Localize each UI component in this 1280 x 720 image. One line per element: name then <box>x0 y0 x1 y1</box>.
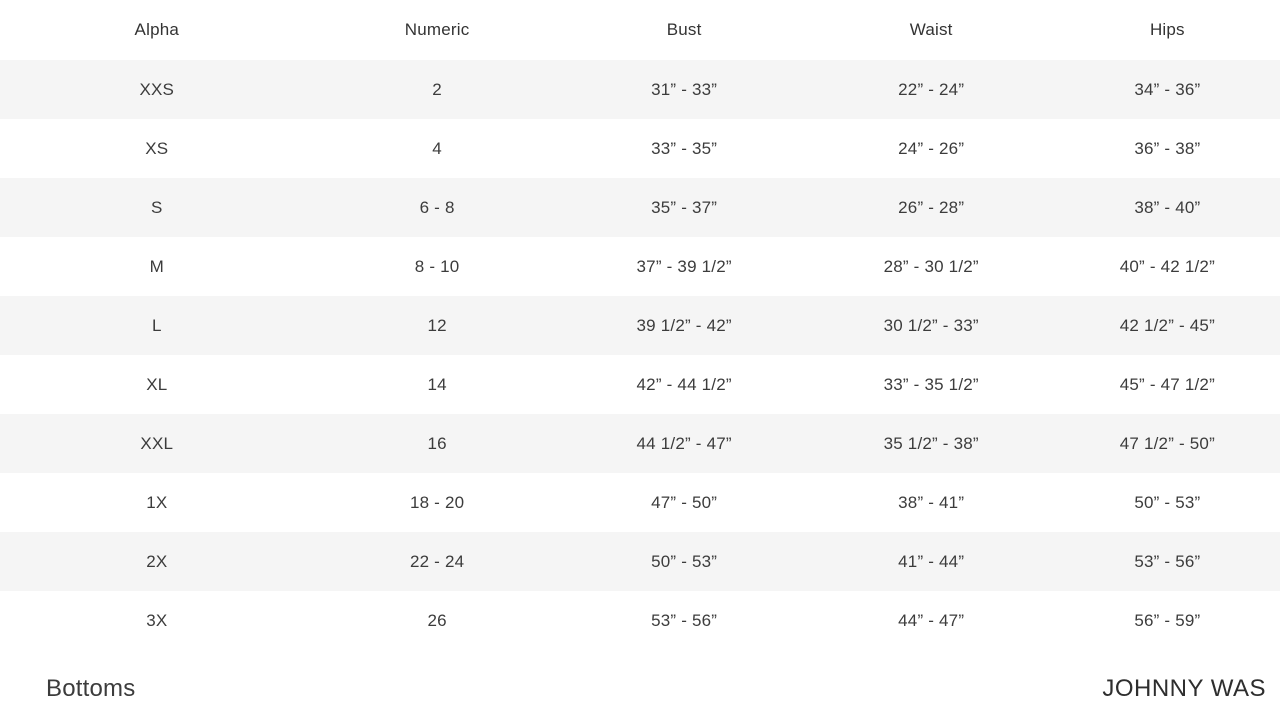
cell-waist: 33” - 35 1/2” <box>883 374 979 394</box>
cell-alpha: L <box>151 315 162 335</box>
cell-waist: 35 1/2” - 38” <box>883 433 979 453</box>
section-title-bottoms: Bottoms <box>46 675 136 702</box>
table-row <box>0 414 1280 473</box>
cell-bust: 35” - 37” <box>651 197 718 217</box>
cell-alpha: XL <box>146 374 168 394</box>
cell-hips: 45” - 47 1/2” <box>1119 374 1215 394</box>
cell-numeric: 2 <box>432 79 442 99</box>
cell-numeric: 14 <box>427 374 447 394</box>
column-header-hips: Hips <box>1149 20 1185 39</box>
cell-hips: 36” - 38” <box>1134 138 1201 158</box>
cell-bust: 53” - 56” <box>651 610 718 630</box>
cell-hips: 40” - 42 1/2” <box>1119 256 1215 276</box>
cell-hips: 53” - 56” <box>1134 551 1201 571</box>
cell-numeric: 26 <box>427 610 447 630</box>
cell-numeric: 8 - 10 <box>414 256 460 276</box>
cell-bust: 37” - 39 1/2” <box>636 256 732 276</box>
cell-alpha: XS <box>145 138 169 158</box>
cell-bust: 33” - 35” <box>651 138 718 158</box>
footer <box>0 658 1280 720</box>
cell-bust: 50” - 53” <box>651 551 718 571</box>
cell-alpha: 2X <box>146 551 168 571</box>
table-row <box>0 119 1280 178</box>
table-row <box>0 60 1280 119</box>
cell-waist: 24” - 26” <box>898 138 965 158</box>
table-header <box>0 0 1280 60</box>
cell-hips: 38” - 40” <box>1134 197 1201 217</box>
column-header-alpha: Alpha <box>134 20 180 39</box>
table-row <box>0 178 1280 237</box>
cell-bust: 42” - 44 1/2” <box>636 374 732 394</box>
cell-alpha: XXL <box>140 433 174 453</box>
brand-logo: JOHNNY WAS <box>1102 675 1266 702</box>
cell-numeric: 6 - 8 <box>419 197 455 217</box>
table-row <box>0 473 1280 532</box>
cell-numeric: 16 <box>427 433 447 453</box>
cell-alpha: 1X <box>146 492 168 512</box>
cell-hips: 56” - 59” <box>1134 610 1201 630</box>
cell-waist: 30 1/2” - 33” <box>883 315 979 335</box>
cell-waist: 28” - 30 1/2” <box>883 256 979 276</box>
table-row <box>0 532 1280 591</box>
cell-waist: 26” - 28” <box>898 197 965 217</box>
cell-hips: 34” - 36” <box>1134 79 1201 99</box>
cell-numeric: 4 <box>432 138 442 158</box>
cell-alpha: S <box>151 197 163 217</box>
cell-numeric: 12 <box>427 315 447 335</box>
cell-waist: 38” - 41” <box>898 492 965 512</box>
cell-waist: 44” - 47” <box>898 610 965 630</box>
cell-alpha: 3X <box>146 610 168 630</box>
table-row <box>0 296 1280 355</box>
table-row <box>0 591 1280 650</box>
cell-bust: 31” - 33” <box>651 79 718 99</box>
cell-hips: 42 1/2” - 45” <box>1119 315 1215 335</box>
column-header-bust: Bust <box>666 20 702 39</box>
cell-alpha: M <box>149 256 164 276</box>
column-header-waist: Waist <box>909 20 953 39</box>
table-header-row <box>0 0 1280 60</box>
cell-waist: 22” - 24” <box>898 79 965 99</box>
cell-hips: 47 1/2” - 50” <box>1119 433 1215 453</box>
table-row <box>0 355 1280 414</box>
cell-bust: 47” - 50” <box>651 492 718 512</box>
column-header-numeric: Numeric <box>404 20 470 39</box>
table-body <box>0 60 1280 650</box>
cell-bust: 39 1/2” - 42” <box>636 315 732 335</box>
cell-hips: 50” - 53” <box>1134 492 1201 512</box>
cell-waist: 41” - 44” <box>898 551 965 571</box>
cell-numeric: 18 - 20 <box>409 492 465 512</box>
cell-bust: 44 1/2” - 47” <box>636 433 732 453</box>
cell-numeric: 22 - 24 <box>409 551 465 571</box>
table-row <box>0 237 1280 296</box>
cell-alpha: XXS <box>139 79 175 99</box>
